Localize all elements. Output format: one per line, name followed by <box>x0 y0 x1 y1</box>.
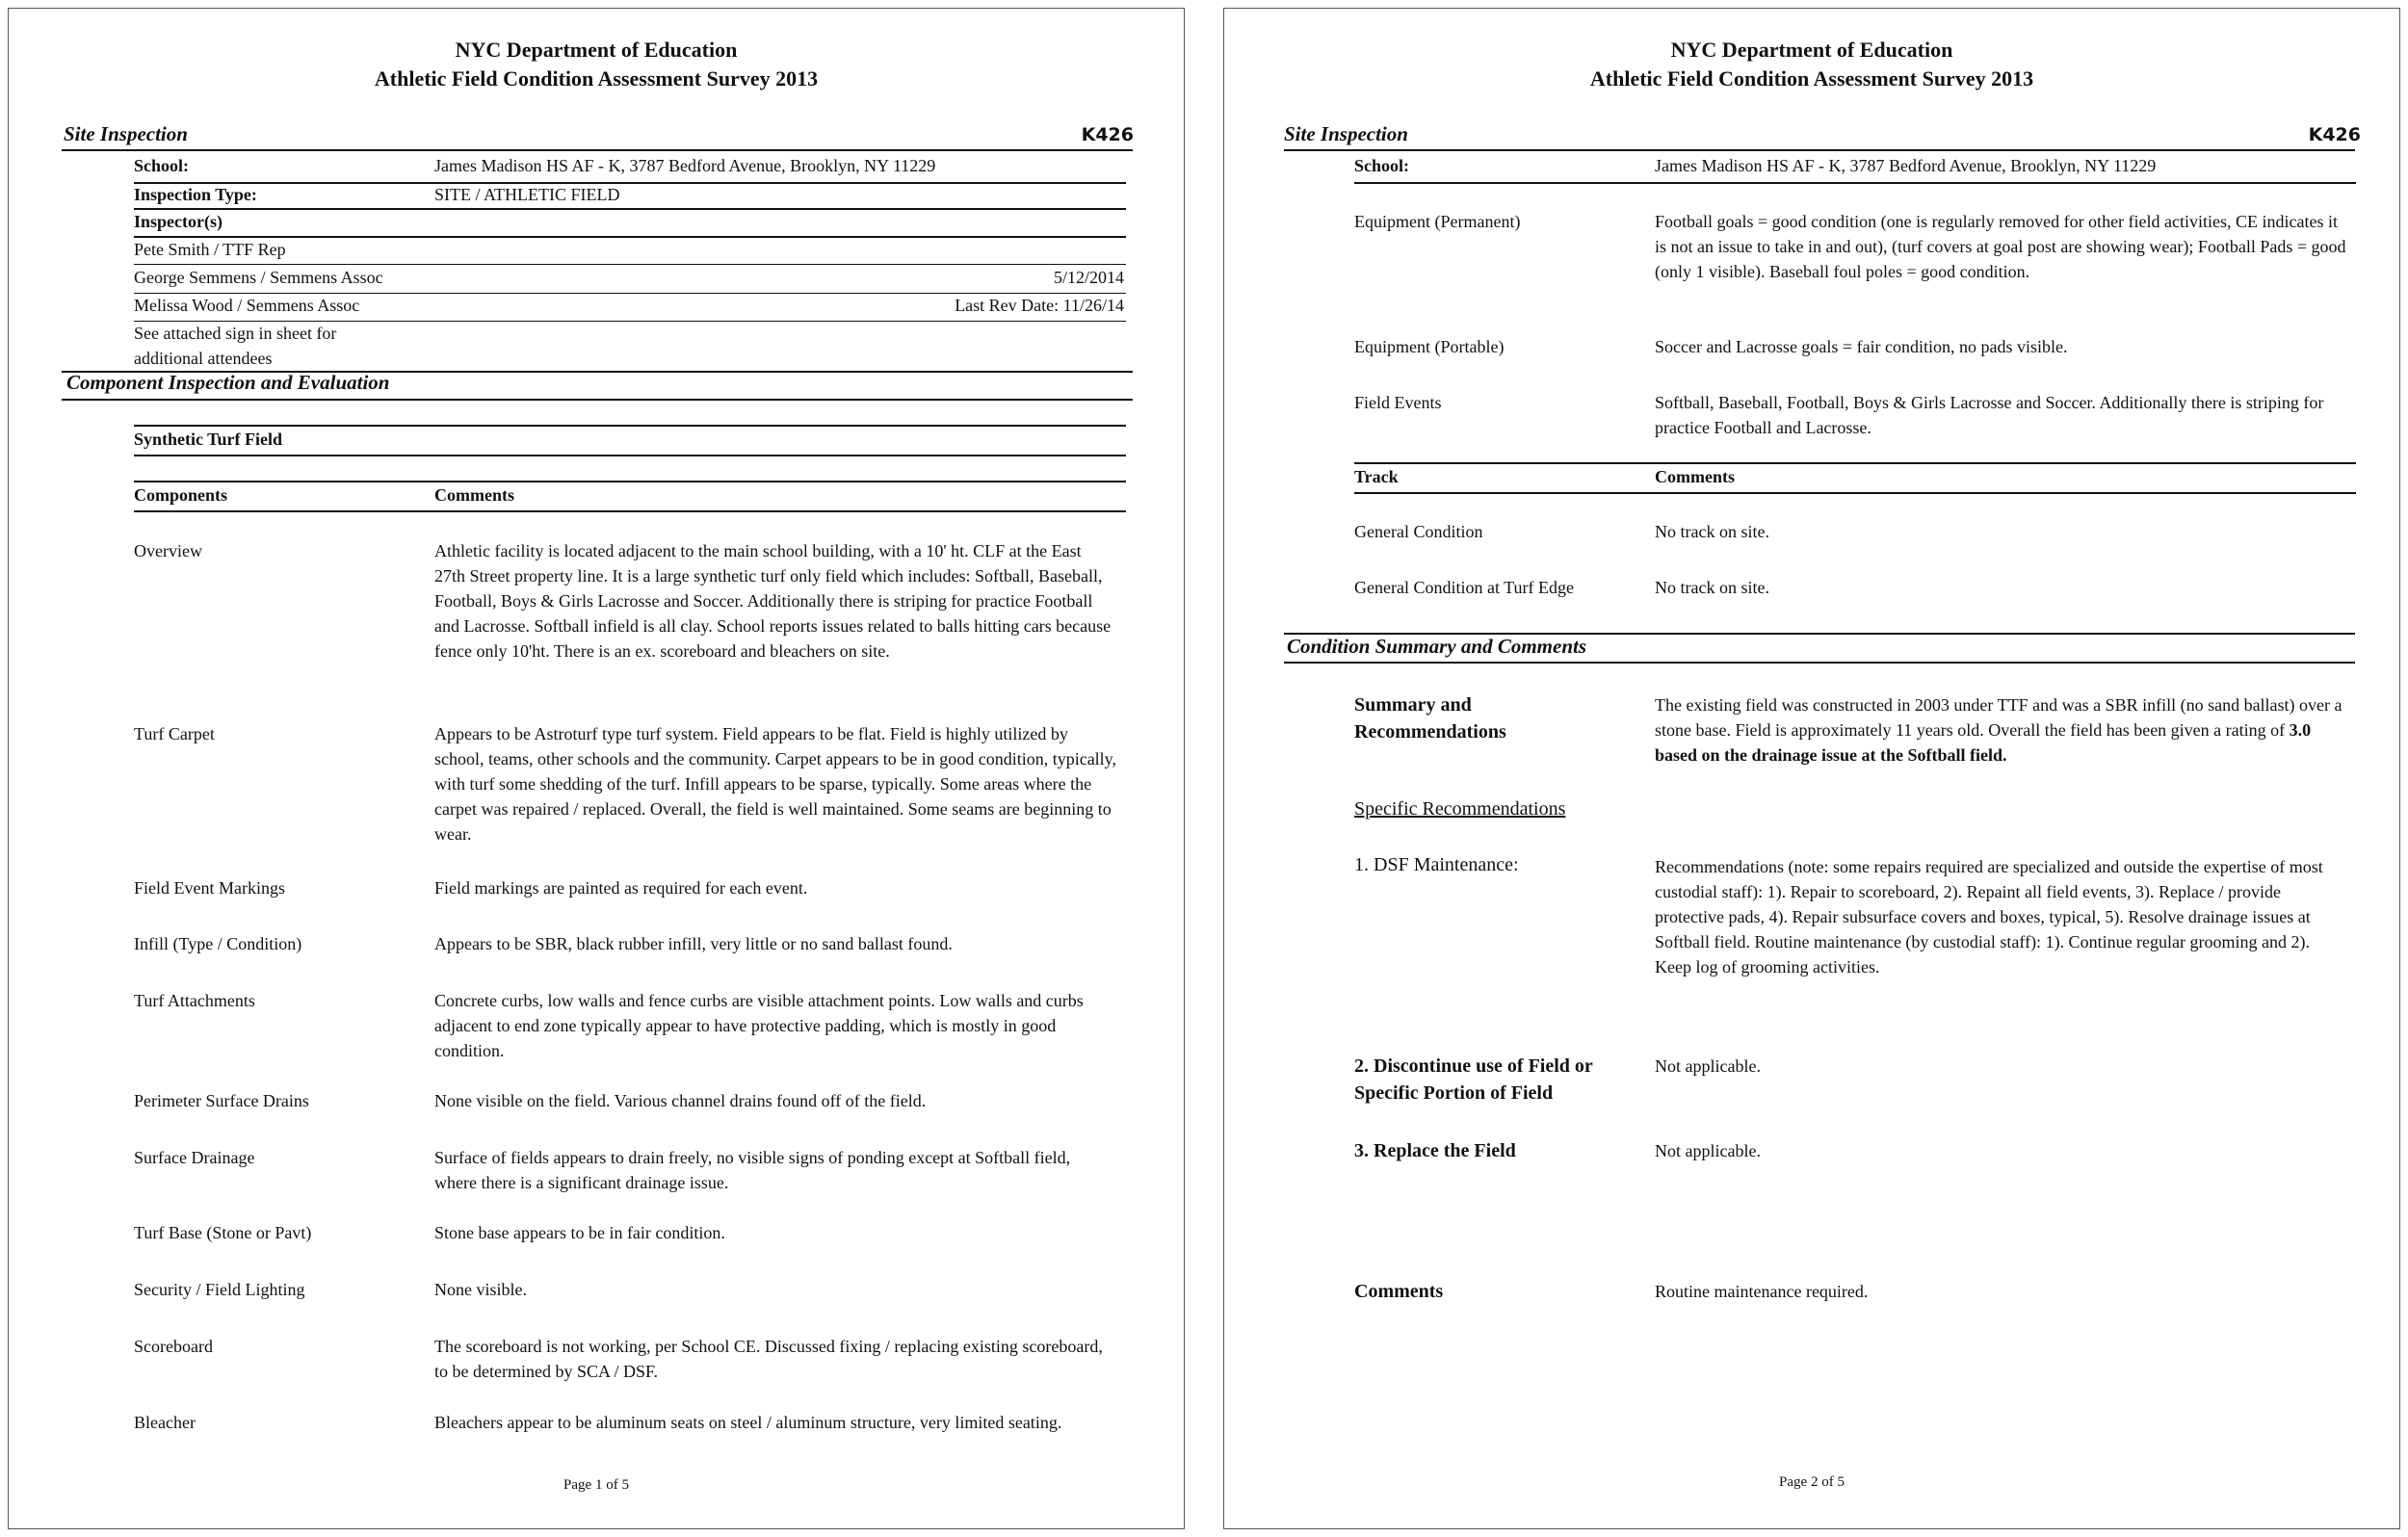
divider <box>134 293 1126 294</box>
divider <box>134 510 1126 512</box>
page-footer: Page 1 of 5 <box>563 1477 629 1493</box>
component-turf-carpet: Turf Carpet <box>134 724 215 743</box>
page-2 <box>1223 8 2400 1529</box>
doc-title-line2: Athletic Field Condition Assessment Survey 2013 <box>374 66 819 91</box>
comment-perimeter-surface-drains: None visible on the field. Various channel drains found off of the field. <box>434 1091 927 1110</box>
comment-turf-attachments: Concrete curbs, low walls and fence curbs are visible attachment points. Low walls and curbs adjacent to end zone typically appear to have protective padding, which is mostly in good condition. <box>434 991 1084 1060</box>
equipment-permanent-label: Equipment (Permanent) <box>1354 212 1521 231</box>
component-field-event-markings: Field Event Markings <box>134 878 285 898</box>
site-code: K426 <box>2308 124 2361 145</box>
inspection-type-label: Inspection Type: <box>134 185 257 204</box>
rec3-label: 3. Replace the Field <box>1354 1140 1516 1161</box>
school-value: James Madison HS AF - K, 3787 Bedford Avenue, Brooklyn, NY 11229 <box>1655 156 2157 175</box>
school-value: James Madison HS AF - K, 3787 Bedford Avenue, Brooklyn, NY 11229 <box>434 156 936 175</box>
track-comments-header: Comments <box>1655 467 1735 486</box>
component-perimeter-surface-drains: Perimeter Surface Drains <box>134 1091 309 1110</box>
inspection-type-value: SITE / ATHLETIC FIELD <box>434 185 620 204</box>
summary-rating: 3.0 based on the drainage issue at the Softball field. <box>1655 720 2312 765</box>
divider <box>134 208 1126 210</box>
doc-title-line2: Athletic Field Condition Assessment Survey 2013 <box>1589 66 2034 91</box>
equipment-portable-comment: Soccer and Lacrosse goals = fair condition, no pads visible. <box>1655 337 2068 356</box>
component-overview: Overview <box>134 541 202 560</box>
component-turf-base: Turf Base (Stone or Pavt) <box>134 1223 312 1242</box>
rec2-text: Not applicable. <box>1655 1056 1761 1076</box>
comment-overview: Athletic facility is located adjacent to the main school building, with a 10' ht. CLF at the East 27th Street property line. It is a large synthetic turf only field which includes: Softball, Baseball, Football, Boys & Girls Lacrosse and Soccer. Additionally there is striping for practice Football and Lacrosse. Softball infield is all clay. School reports issues related to balls hitting cars because fence only 10'ht. There is an ex. scoreboard and bleachers on site. <box>434 541 1112 661</box>
divider <box>1354 462 2356 464</box>
track-turf-edge-comment: No track on site. <box>1655 578 1769 597</box>
component-scoreboard: Scoreboard <box>134 1337 213 1356</box>
synthetic-turf-heading: Synthetic Turf Field <box>134 430 283 449</box>
field-events-label: Field Events <box>1354 393 1442 412</box>
divider <box>1284 662 2355 664</box>
track-header: Track <box>1354 467 1399 486</box>
doc-title-line1: NYC Department of Education <box>1670 38 1953 62</box>
track-general-condition-label: General Condition <box>1354 522 1483 541</box>
comments-label: Comments <box>1354 1281 1444 1302</box>
divider <box>134 481 1126 482</box>
rec1-label: 1. DSF Maintenance: <box>1354 854 1519 875</box>
site-code: K426 <box>1081 124 1134 145</box>
divider <box>134 264 1126 265</box>
inspector-1: Pete Smith / TTF Rep <box>134 240 286 259</box>
component-infill: Infill (Type / Condition) <box>134 934 302 953</box>
comments-text: Routine maintenance required. <box>1655 1282 1869 1301</box>
divider <box>1354 182 2356 184</box>
comment-turf-base: Stone base appears to be in fair condition. <box>434 1223 725 1242</box>
school-label: School: <box>1354 156 1410 175</box>
divider <box>62 399 1133 401</box>
component-bleacher: Bleacher <box>134 1413 196 1432</box>
last-rev-date: Last Rev Date: 11/26/14 <box>955 296 1124 315</box>
page-footer: Page 2 of 5 <box>1779 1474 1845 1490</box>
condition-summary-heading: Condition Summary and Comments <box>1287 635 1587 658</box>
rec3-text: Not applicable. <box>1655 1141 1761 1160</box>
component-security-lighting: Security / Field Lighting <box>134 1280 305 1299</box>
summary-label-line1: Summary and <box>1354 694 1472 716</box>
page-1 <box>8 8 1185 1529</box>
specific-recommendations-heading: Specific Recommendations <box>1354 798 1566 820</box>
components-col-header: Components <box>134 485 228 505</box>
inspector-3: Melissa Wood / Semmens Assoc <box>134 296 360 315</box>
rec1-text: Recommendations (note: some repairs required are specialized and outside the expertise of most custodial staff): 1). Repair to scoreboard, 2). Repaint all field events, 3). Replace / provide protective pads, 4). Repair subsurface covers and boxes, typical, 5). Resolve drainage issues at Softball field. Routine maintenance (by custodial staff): 1). Continue regular grooming and 2). Keep log of grooming activities. <box>1655 857 2323 977</box>
divider <box>134 321 1126 322</box>
track-general-condition-comment: No track on site. <box>1655 522 1769 541</box>
school-label: School: <box>134 156 190 175</box>
doc-title-line1: NYC Department of Education <box>455 38 738 62</box>
site-inspection-heading: Site Inspection <box>64 122 188 145</box>
rec2-label-line1: 2. Discontinue use of Field or <box>1354 1055 1593 1077</box>
divider <box>134 236 1126 238</box>
summary-label-line2: Recommendations <box>1354 721 1506 742</box>
inspector-2: George Semmens / Semmens Assoc <box>134 268 383 287</box>
component-turf-attachments: Turf Attachments <box>134 991 255 1010</box>
component-surface-drainage: Surface Drainage <box>134 1148 255 1167</box>
track-turf-edge-label: General Condition at Turf Edge <box>1354 578 1574 597</box>
inspectors-label: Inspector(s) <box>134 212 222 231</box>
summary-text-body: The existing field was constructed in 2003 under TTF and was a SBR infill (no sand ballast) over a stone base. Field is approximately 11 years old. Overall the field has been given a rating of <box>1655 695 2343 740</box>
comment-infill: Appears to be SBR, black rubber infill, very little or no sand ballast found. <box>434 934 953 953</box>
comment-scoreboard: The scoreboard is not working, per School CE. Discussed fixing / replacing existing scoreboard, to be determined by SCA / DSF. <box>434 1337 1103 1381</box>
equipment-portable-label: Equipment (Portable) <box>1354 337 1505 356</box>
inspection-date: 5/12/2014 <box>1053 268 1124 287</box>
comment-bleacher: Bleachers appear to be aluminum seats on steel / aluminum structure, very limited seating. <box>434 1413 1062 1432</box>
rec2-label-line2: Specific Portion of Field <box>1354 1082 1554 1104</box>
divider <box>1354 492 2356 494</box>
divider <box>1284 149 2355 151</box>
comment-turf-carpet: Appears to be Astroturf type turf system. Field appears to be flat. Field is highly utilized by school, teams, other schools and the community. Carpet appears to be in good condition, typically, with turf some shedding of the turf. Infill appears to be sparse, typically. Some areas where the carpet was repaired / replaced. Overall, the field is well maintained. Some seams are beginning to wear. <box>434 724 1117 844</box>
divider <box>134 182 1126 184</box>
equipment-permanent-comment: Football goals = good condition (one is regularly removed for other field activities, CE indicates it is not an issue to take in and out), (turf covers at goal post are showing wear); Football Pads = good (only 1 visible). Baseball foul poles = good condition. <box>1655 212 2346 281</box>
divider <box>62 149 1133 151</box>
attached-note-line2: additional attendees <box>134 349 273 368</box>
summary-text <box>1655 692 2346 768</box>
divider <box>134 455 1126 456</box>
comment-surface-drainage: Surface of fields appears to drain freely, no visible signs of ponding except at Softball field, where there is a significant drainage issue. <box>434 1148 1071 1192</box>
comment-field-event-markings: Field markings are painted as required for each event. <box>434 878 808 898</box>
site-inspection-heading: Site Inspection <box>1284 122 1408 145</box>
component-section-heading: Component Inspection and Evaluation <box>66 371 390 394</box>
comment-security-lighting: None visible. <box>434 1280 527 1299</box>
field-events-comment: Softball, Baseball, Football, Boys & Girls Lacrosse and Soccer. Additionally there is striping for practice Football and Lacrosse. <box>1655 393 2324 437</box>
comments-col-header: Comments <box>434 485 514 505</box>
divider <box>134 425 1126 427</box>
attached-note-line1: See attached sign in sheet for <box>134 324 337 343</box>
